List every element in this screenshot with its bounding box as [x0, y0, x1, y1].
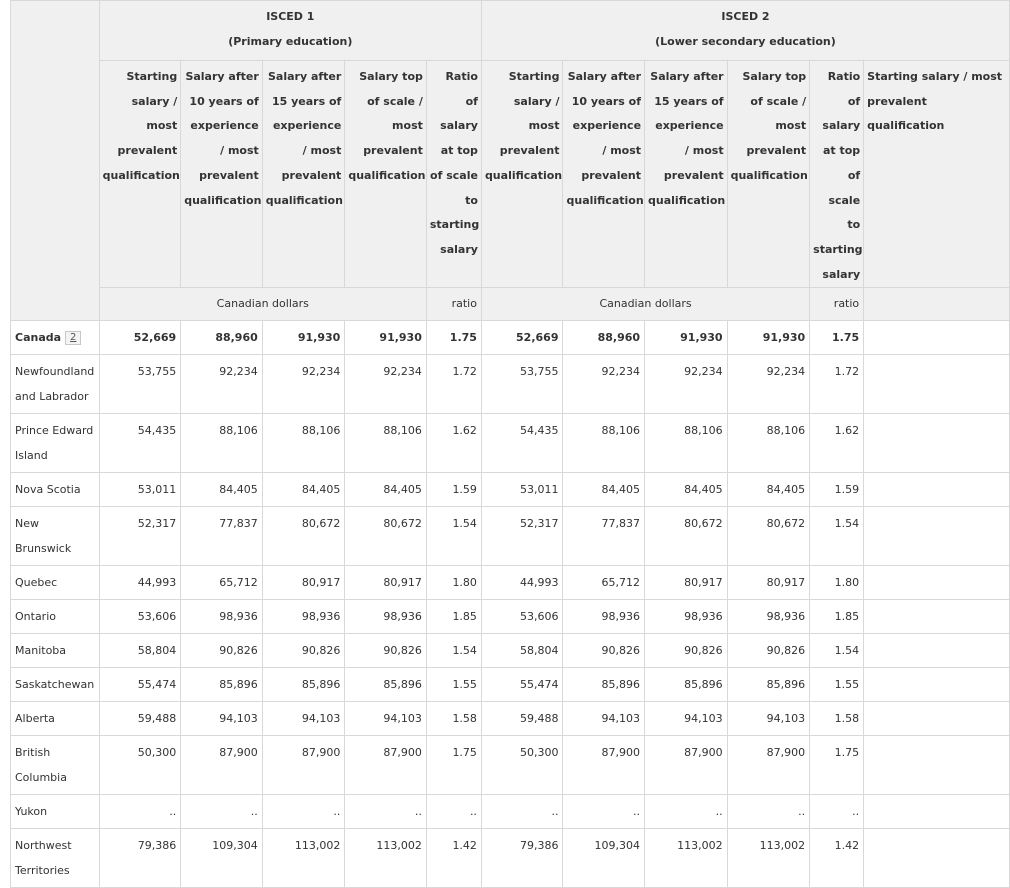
data-cell: 65,712	[181, 566, 263, 600]
data-cell: 98,936	[181, 600, 263, 634]
table-row	[11, 600, 1010, 634]
data-cell: 94,103	[345, 702, 427, 736]
data-cell: 53,606	[99, 600, 181, 634]
data-cell: 85,896	[345, 668, 427, 702]
data-cell: 77,837	[563, 507, 645, 566]
data-cell: 98,936	[645, 600, 728, 634]
row-header	[11, 414, 100, 473]
data-cell-partial	[864, 829, 1010, 888]
row-header	[11, 473, 100, 507]
table-row	[11, 702, 1010, 736]
table-row	[11, 829, 1010, 888]
data-cell: 92,234	[181, 355, 263, 414]
data-cell: 88,960	[563, 321, 645, 355]
data-cell: 98,936	[563, 600, 645, 634]
table-row	[11, 634, 1010, 668]
data-cell: 85,896	[727, 668, 810, 702]
data-cell: 98,936	[345, 600, 427, 634]
row-label: Prince Edward Island	[15, 424, 94, 463]
row-header	[11, 668, 100, 702]
data-cell: 113,002	[727, 829, 810, 888]
data-cell: ..	[645, 795, 728, 829]
table-row	[11, 507, 1010, 566]
data-cell: 94,103	[645, 702, 728, 736]
data-cell: 88,106	[181, 414, 263, 473]
row-label: Yukon	[15, 805, 48, 819]
group-sub: (Lower secondary education)	[655, 35, 836, 48]
data-cell: 88,106	[645, 414, 728, 473]
data-cell: 113,002	[345, 829, 427, 888]
unit-header: Canadian dollars	[99, 288, 426, 321]
group-name: ISCED 1	[266, 10, 315, 23]
data-cell: 44,993	[481, 566, 563, 600]
column-header: Salary after 15 years of experience / most prevalent qualification	[645, 61, 728, 288]
table-row	[11, 321, 1010, 355]
data-cell: 55,474	[99, 668, 181, 702]
row-header	[11, 736, 100, 795]
header-corner	[11, 1, 100, 321]
column-header: Salary after 10 years of experience / most prevalent qualification	[563, 61, 645, 288]
group-header-isced2	[481, 1, 1009, 61]
data-cell: 98,936	[727, 600, 810, 634]
data-cell: 1.58	[426, 702, 481, 736]
data-cell: ..	[426, 795, 481, 829]
data-cell: 84,405	[345, 473, 427, 507]
data-cell: 87,900	[563, 736, 645, 795]
data-cell: 52,669	[99, 321, 181, 355]
column-header: Salary top of scale / most prevalent qualification	[345, 61, 427, 288]
data-cell: 92,234	[727, 355, 810, 414]
table-row	[11, 473, 1010, 507]
data-cell-partial	[864, 507, 1010, 566]
data-cell: 91,930	[645, 321, 728, 355]
data-cell: 79,386	[481, 829, 563, 888]
row-header	[11, 507, 100, 566]
data-cell: 77,837	[181, 507, 263, 566]
row-header	[11, 795, 100, 829]
unit-header: Canadian dollars	[481, 288, 809, 321]
data-cell: 1.85	[810, 600, 864, 634]
data-cell: 50,300	[481, 736, 563, 795]
data-cell: 84,405	[262, 473, 345, 507]
data-cell: 52,317	[481, 507, 563, 566]
table-row	[11, 355, 1010, 414]
data-cell: 1.59	[810, 473, 864, 507]
data-cell: 53,011	[481, 473, 563, 507]
data-cell: 53,606	[481, 600, 563, 634]
column-header-partial: Starting salary / most prevalent qualification	[864, 61, 1010, 288]
data-cell: 1.75	[810, 321, 864, 355]
group-sub: (Primary education)	[228, 35, 353, 48]
data-cell: 84,405	[563, 473, 645, 507]
data-cell: 1.58	[810, 702, 864, 736]
data-cell: 98,936	[262, 600, 345, 634]
data-cell: 87,900	[727, 736, 810, 795]
row-label: New Brunswick	[15, 517, 72, 556]
group-header-isced1	[99, 1, 481, 61]
data-cell: 91,930	[262, 321, 345, 355]
data-cell: 90,826	[563, 634, 645, 668]
data-cell: 92,234	[563, 355, 645, 414]
data-cell: ..	[99, 795, 181, 829]
row-label: Manitoba	[15, 644, 67, 658]
data-cell: 1.75	[426, 736, 481, 795]
data-cell: 85,896	[645, 668, 728, 702]
data-cell: 80,917	[345, 566, 427, 600]
data-cell: ..	[345, 795, 427, 829]
data-cell: 90,826	[181, 634, 263, 668]
data-cell: 91,930	[345, 321, 427, 355]
table-row	[11, 736, 1010, 795]
data-cell: 87,900	[181, 736, 263, 795]
row-header	[11, 634, 100, 668]
data-cell: 87,900	[645, 736, 728, 795]
data-cell: 1.54	[426, 507, 481, 566]
data-cell: 58,804	[481, 634, 563, 668]
column-header: Starting salary / most prevalent qualification	[481, 61, 563, 288]
data-cell: 1.72	[810, 355, 864, 414]
data-cell: 54,435	[99, 414, 181, 473]
row-header	[11, 321, 100, 355]
row-header	[11, 829, 100, 888]
data-cell: 90,826	[645, 634, 728, 668]
data-cell: 65,712	[563, 566, 645, 600]
data-cell: 1.85	[426, 600, 481, 634]
data-cell: 80,672	[345, 507, 427, 566]
data-cell-partial	[864, 473, 1010, 507]
data-cell-partial	[864, 414, 1010, 473]
data-cell-partial	[864, 702, 1010, 736]
data-cell-partial	[864, 321, 1010, 355]
data-cell: 88,106	[727, 414, 810, 473]
data-cell: 1.42	[810, 829, 864, 888]
data-cell: 92,234	[345, 355, 427, 414]
data-cell: 88,106	[563, 414, 645, 473]
data-cell: 44,993	[99, 566, 181, 600]
data-cell-partial	[864, 355, 1010, 414]
data-cell: 87,900	[345, 736, 427, 795]
data-cell: 53,755	[99, 355, 181, 414]
data-cell: 52,317	[99, 507, 181, 566]
data-cell: 91,930	[727, 321, 810, 355]
data-cell: 88,960	[181, 321, 263, 355]
column-header: Salary after 15 years of experience / most prevalent qualification	[262, 61, 345, 288]
row-label: Ontario	[15, 610, 56, 624]
data-cell: 80,917	[262, 566, 345, 600]
data-cell: 1.62	[810, 414, 864, 473]
column-header: Salary after 10 years of experience / most prevalent qualification	[181, 61, 263, 288]
footnote-link[interactable]: 2	[65, 331, 81, 345]
data-cell: 59,488	[481, 702, 563, 736]
data-cell: 94,103	[181, 702, 263, 736]
data-cell: 58,804	[99, 634, 181, 668]
row-header	[11, 566, 100, 600]
data-cell: 1.55	[810, 668, 864, 702]
data-cell: 94,103	[727, 702, 810, 736]
data-cell: 55,474	[481, 668, 563, 702]
row-label: Alberta	[15, 712, 55, 726]
data-cell: 80,917	[727, 566, 810, 600]
data-cell: 109,304	[181, 829, 263, 888]
row-label: Saskatchewan	[15, 678, 95, 692]
row-label: British Columbia	[15, 746, 67, 785]
data-cell: 53,011	[99, 473, 181, 507]
table-row	[11, 795, 1010, 829]
column-header: Salary top of scale / most prevalent qualification	[727, 61, 810, 288]
data-cell-partial	[864, 736, 1010, 795]
column-header: Starting salary / most prevalent qualification	[99, 61, 181, 288]
data-cell: 88,106	[262, 414, 345, 473]
data-cell: 1.54	[810, 634, 864, 668]
data-cell: ..	[481, 795, 563, 829]
data-cell: ..	[262, 795, 345, 829]
data-cell: 87,900	[262, 736, 345, 795]
data-cell: 88,106	[345, 414, 427, 473]
data-cell: 85,896	[563, 668, 645, 702]
data-cell: 54,435	[481, 414, 563, 473]
data-cell: 94,103	[262, 702, 345, 736]
data-cell: 90,826	[345, 634, 427, 668]
data-cell: 1.72	[426, 355, 481, 414]
data-cell: 1.80	[810, 566, 864, 600]
data-cell: 80,672	[262, 507, 345, 566]
teacher-salary-table	[10, 0, 1010, 888]
data-cell: 85,896	[262, 668, 345, 702]
data-cell: ..	[810, 795, 864, 829]
data-cell: 84,405	[645, 473, 728, 507]
data-cell: 1.54	[810, 507, 864, 566]
data-cell-partial	[864, 668, 1010, 702]
data-cell: 50,300	[99, 736, 181, 795]
table-row	[11, 414, 1010, 473]
row-header	[11, 600, 100, 634]
data-cell: 52,669	[481, 321, 563, 355]
data-cell: ..	[727, 795, 810, 829]
data-cell: 109,304	[563, 829, 645, 888]
data-cell: 84,405	[727, 473, 810, 507]
unit-header: ratio	[810, 288, 864, 321]
data-cell: 85,896	[181, 668, 263, 702]
data-cell-partial	[864, 600, 1010, 634]
column-header: Ratio of salary at top of scale to starting salary	[810, 61, 864, 288]
data-cell: 92,234	[262, 355, 345, 414]
data-cell: 1.55	[426, 668, 481, 702]
data-cell-partial	[864, 566, 1010, 600]
data-cell: 80,917	[645, 566, 728, 600]
data-cell: 80,672	[727, 507, 810, 566]
row-header	[11, 702, 100, 736]
table-row	[11, 566, 1010, 600]
table-row	[11, 668, 1010, 702]
row-label: Northwest Territories	[15, 839, 72, 878]
data-cell: 1.75	[426, 321, 481, 355]
data-cell: ..	[563, 795, 645, 829]
table-viewport[interactable]	[10, 0, 1003, 878]
data-cell: 59,488	[99, 702, 181, 736]
data-cell: 1.54	[426, 634, 481, 668]
group-name: ISCED 2	[721, 10, 770, 23]
data-cell: 1.42	[426, 829, 481, 888]
data-cell: 79,386	[99, 829, 181, 888]
data-cell: 90,826	[727, 634, 810, 668]
data-cell: 113,002	[645, 829, 728, 888]
data-cell: 92,234	[645, 355, 728, 414]
row-label: Nova Scotia	[15, 483, 81, 497]
unit-header: ratio	[426, 288, 481, 321]
data-cell-partial	[864, 795, 1010, 829]
row-label: Quebec	[15, 576, 58, 590]
data-cell: 1.62	[426, 414, 481, 473]
column-header: Ratio of salary at top of scale to starting salary	[426, 61, 481, 288]
data-cell: 94,103	[563, 702, 645, 736]
data-cell: 1.75	[810, 736, 864, 795]
row-header	[11, 355, 100, 414]
data-cell: ..	[181, 795, 263, 829]
data-cell: 1.80	[426, 566, 481, 600]
data-cell: 84,405	[181, 473, 263, 507]
data-cell: 53,755	[481, 355, 563, 414]
row-label: Canada	[15, 331, 62, 345]
row-label: Newfoundland and Labrador	[15, 365, 95, 404]
data-cell: 113,002	[262, 829, 345, 888]
data-cell: 90,826	[262, 634, 345, 668]
data-cell: 80,672	[645, 507, 728, 566]
data-cell-partial	[864, 634, 1010, 668]
data-cell: 1.59	[426, 473, 481, 507]
unit-header-empty	[864, 288, 1010, 321]
